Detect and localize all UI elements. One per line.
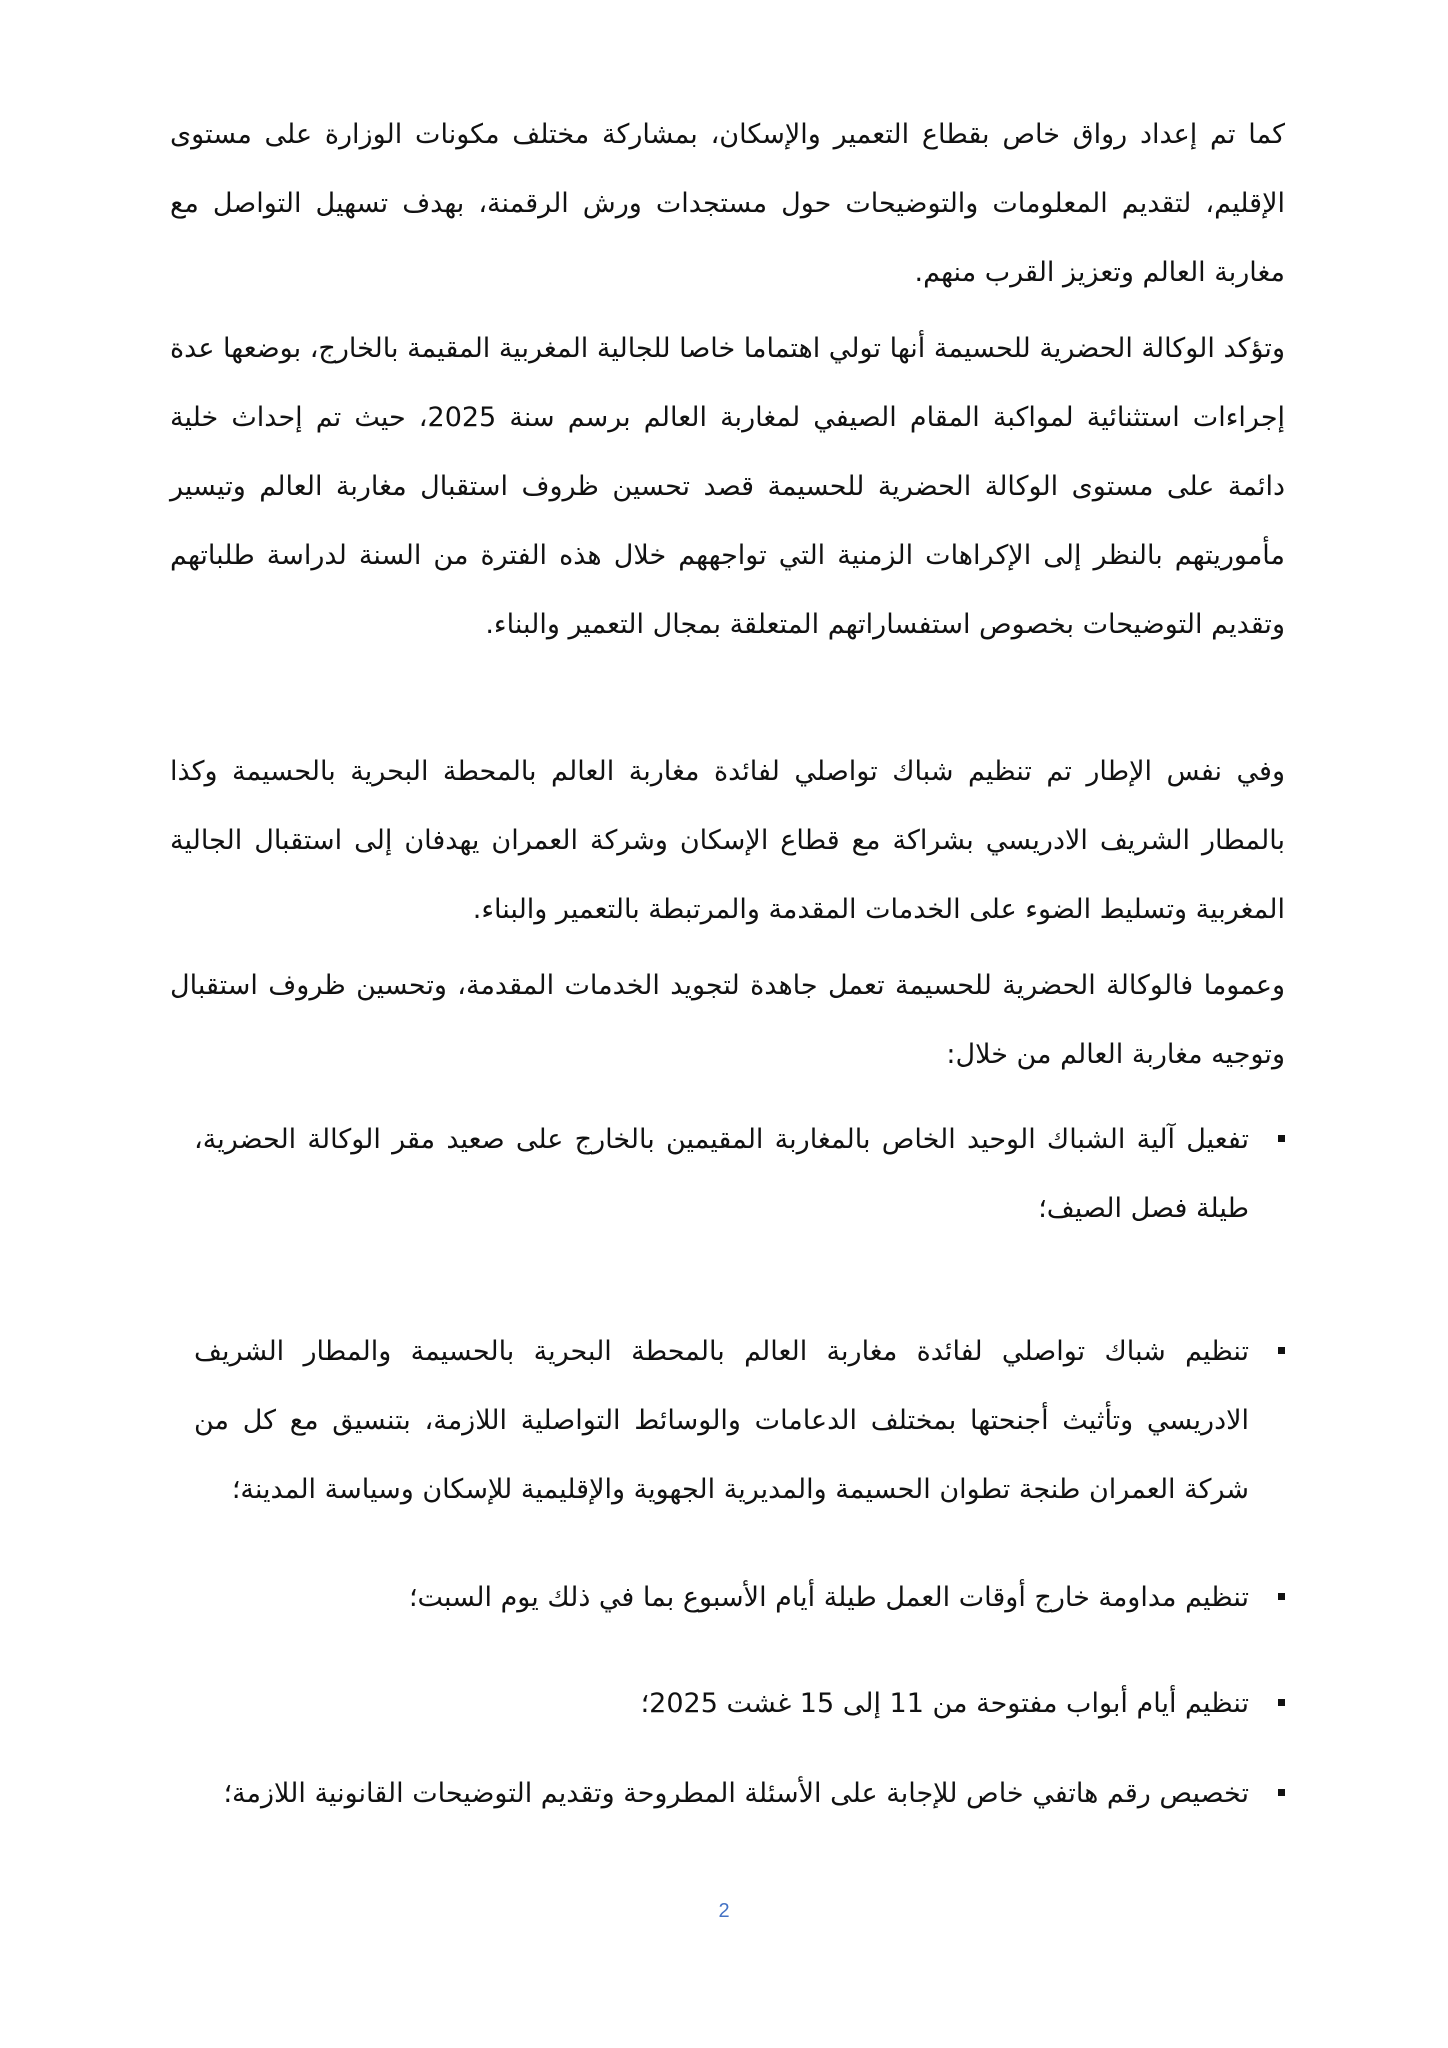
square-bullet-icon bbox=[1278, 1789, 1285, 1796]
page-number: 2 bbox=[718, 1900, 730, 1922]
paragraph-communication-desk: وفي نفس الإطار تم تنظيم شباك تواصلي لفائدة مغاربة العالم بالمحطة البحرية بالحسيمة وكذا بالمطار الشريف الادريسي بشراكة مع قطاع الإسكان وشركة العمران يهدفان إلى استقبال الجالية المغربية وتسليط الضوء على الخدمات المقدمة والمرتبطة بالتعمير والبناء. bbox=[170, 756, 1285, 925]
list-item-text: تنظيم أيام أبواب مفتوحة من 11 إلى 15 غشت 2025؛ bbox=[640, 1688, 1249, 1719]
list-item bbox=[170, 1563, 1285, 1632]
list-item bbox=[170, 1317, 1285, 1524]
list-item-text: تفعيل آلية الشباك الوحيد الخاص بالمغاربة المقيمين بالخارج على صعيد مقر الوكالة الحضرية، طيلة فصل الصيف؛ bbox=[194, 1124, 1249, 1224]
list-item-text: تنظيم شباك تواصلي لفائدة مغاربة العالم بالمحطة البحرية بالحسيمة والمطار الشريف الادريسي وتأثيث أجنحتها بمختلف الدعامات والوسائط التواصلية اللازمة، بتنسيق مع كل من شركة العمران طنجة تطوان الحسيمة والمديرية الجهوية والإقليمية للإسكان وسياسة المدينة؛ bbox=[194, 1336, 1249, 1505]
list-item-text: تخصيص رقم هاتفي خاص للإجابة على الأسئلة المطروحة وتقديم التوضيحات القانونية اللازمة؛ bbox=[223, 1778, 1249, 1809]
square-bullet-icon bbox=[1278, 1347, 1285, 1354]
square-bullet-icon bbox=[1278, 1699, 1285, 1706]
list-item-text: تنظيم مداومة خارج أوقات العمل طيلة أيام الأسبوع بما في ذلك يوم السبت؛ bbox=[408, 1582, 1249, 1613]
paragraph-pavilion: كما تم إعداد رواق خاص بقطاع التعمير والإسكان، بمشاركة مختلف مكونات الوزارة على مستوى الإقليم، لتقديم المعلومات والتوضيحات حول مستجدات ورش الرقمنة، بهدف تسهيل التواصل مع مغاربة العالم وتعزيز القرب منهم. bbox=[170, 119, 1285, 288]
square-bullet-icon bbox=[1278, 1135, 1285, 1142]
paragraph-urban-agency: وتؤكد الوكالة الحضرية للحسيمة أنها تولي اهتماما خاصا للجالية المغربية المقيمة بالخارج، بوضعها عدة إجراءات استثنائية لمواكبة المقام الصيفي لمغاربة العالم برسم سنة 2025، حيث تم إحداث خلية دائمة على مستوى الوكالة الحضرية للحسيمة قصد تحسين ظروف استقبال مغاربة العالم وتيسير مأموريتهم بالنظر إلى الإكراهات الزمنية التي تواجههم خلال هذه الفترة من السنة لدراسة طلباتهم وتقديم التوضيحات بخصوص استفساراتهم المتعلقة بمجال التعمير والبناء. bbox=[170, 333, 1286, 640]
paragraph-general-services: وعموما فالوكالة الحضرية للحسيمة تعمل جاهدة لتجويد الخدمات المقدمة، وتحسين ظروف استقبال وتوجيه مغاربة العالم من خلال: bbox=[170, 970, 1285, 1070]
list-item bbox=[170, 1669, 1285, 1738]
list-item bbox=[170, 1759, 1285, 1828]
square-bullet-icon bbox=[1278, 1593, 1285, 1600]
list-item bbox=[170, 1105, 1285, 1243]
